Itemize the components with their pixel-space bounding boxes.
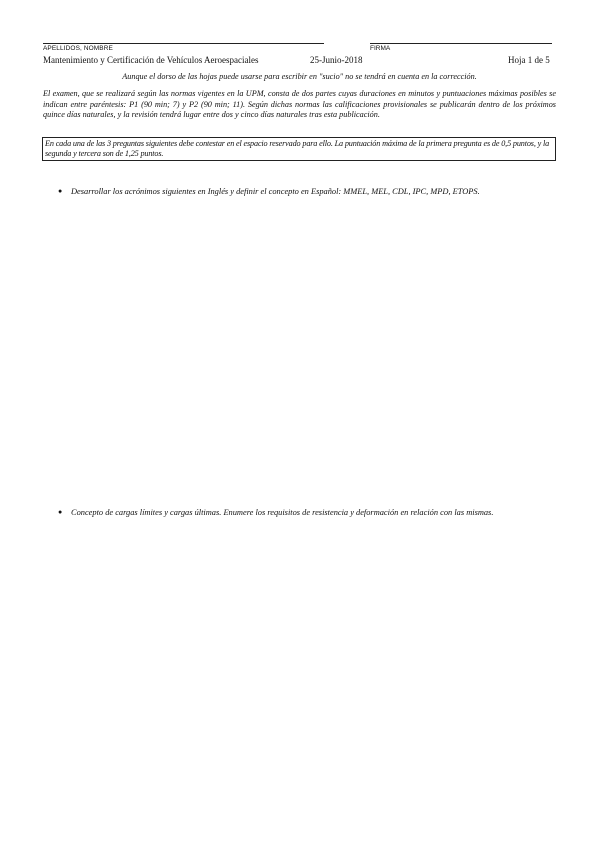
question-text: Concepto de cargas límites y cargas últimas. Enumere los requisitos de resistencia y deformación en relación con las mismas. — [71, 508, 494, 517]
scratch-note: Aunque el dorso de las hojas puede usarse para escribir en "sucio" no se tendrá en cuenta en la corrección. — [122, 72, 477, 81]
bullet-icon: ● — [58, 508, 63, 516]
exam-date: 25-Junio-2018 — [310, 55, 363, 65]
sheet-number: Hoja 1 de 5 — [508, 55, 550, 65]
bullet-icon: ● — [58, 187, 63, 195]
course-title: Mantenimiento y Certificación de Vehículos Aeroespaciales — [43, 55, 259, 65]
signature-underline — [370, 43, 552, 44]
question-1 — [58, 186, 556, 197]
name-underline — [43, 43, 324, 44]
question-text: Desarrollar los acrónimos siguientes en Inglés y definir el concepto en Español: MMEL, MEL, CDL, IPC, MPD, ETOPS. — [71, 187, 480, 196]
instructions-box: En cada una de las 3 preguntas siguientes debe contestar en el espacio reservado para ello. La puntuación máxima de la primera pregunta es de 0,5 puntos, y la segunda y tercera son de 1,25 puntos. — [42, 137, 556, 161]
name-label: APELLIDOS, NOMBRE — [43, 45, 113, 52]
exam-rules: El examen, que se realizará según las normas vigentes en la UPM, consta de dos partes cuyas duraciones en minutos y puntuaciones máximas posibles se indican entre paréntesis: P1 (90 min; 7) y P2 (90 min; 11). Según dichas normas las calificaciones provisionales se publicarán dentro de los próximos quince días naturales, y la revisión tendrá lugar entre dos y cinco días naturales tras esta publicación. — [43, 89, 556, 120]
question-2 — [58, 507, 556, 518]
signature-label: FIRMA — [370, 45, 391, 52]
